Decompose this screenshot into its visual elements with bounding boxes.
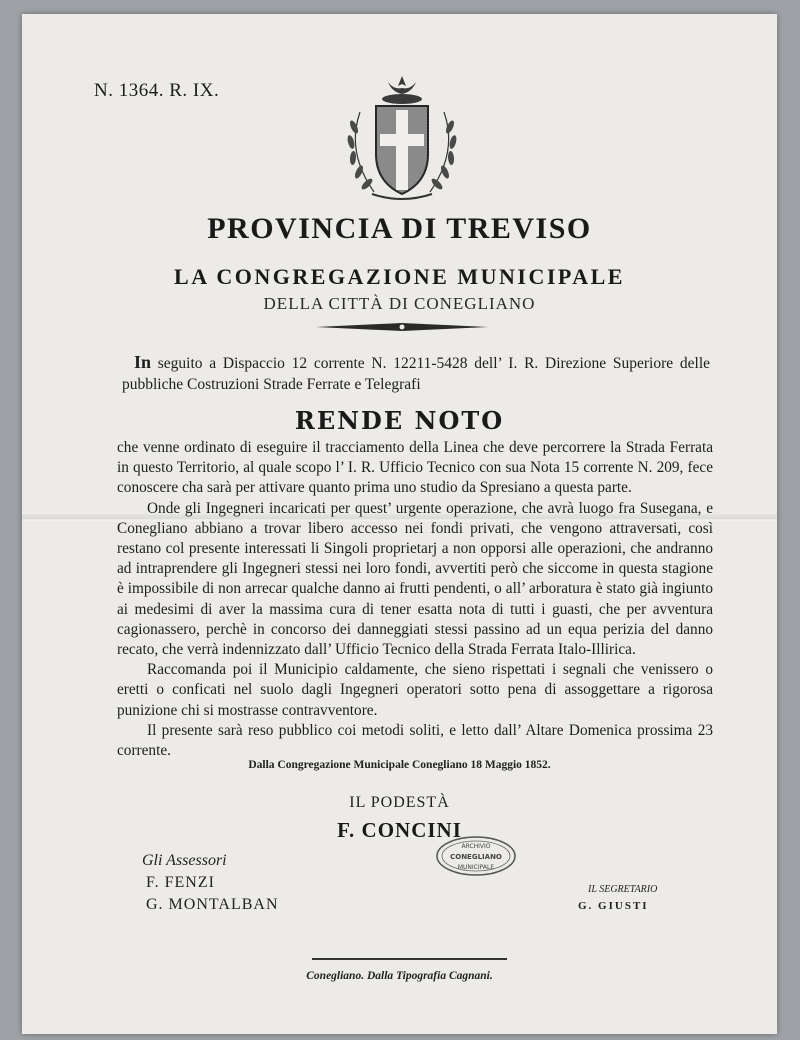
assessore-1: F. FENZI [146, 874, 215, 891]
body-paragraph-2: Onde gli Ingegneri incaricati per quest’ urgente operazione, che avrà luogo fra Susegana, e Conegliano abbiano a trovar libero accesso nei fondi privati, che vengono attraversati, così restano col presente interessati li Singoli proprietarj a non opporsi alle operazioni, che andranno ad intraprendere gli Ingegneri stessi nei loro fondi, avvertiti però che siccome in questa stagione è impossibile di non arrecar qualche danno ai frutti pendenti, o all’ arboratura è stato già ingiunto ai medesimi di aver la massima cura di tener esatta nota di tutti i guasti, che per avventura cagionassero, perchè in concorso dei danneggiati stessi passino ad un equa perizia del danno recato, che verrà indennizzato dall’ Ufficio Tecnico della Strada Ferrata Italo-Illirica. [117, 499, 713, 659]
podesta-name: F. CONCINI [337, 818, 462, 842]
printer-imprint: Conegliano. Dalla Tipografia Cagnani. [306, 970, 493, 982]
archive-stamp [434, 834, 518, 878]
stamp-line-3: MUNICIPALE [457, 864, 495, 871]
body-paragraph-3: Raccomanda poi il Municipio caldamente, che sieno rispettati i segnali che venissero o eretti o conficati nel suolo dagli Ingegneri operatori sotto pena di assoggettare a rigorosa punizione chi si mostrasse contravventore. [117, 661, 713, 719]
segretario-title: IL SEGRETARIO [588, 884, 658, 895]
podesta-title: IL PODESTÀ [349, 794, 450, 811]
dateline: Dalla Congregazione Municipale Conegliano 18 Maggio 1852. [248, 759, 551, 771]
decorative-divider [312, 320, 492, 334]
city-heading: DELLA CITTÀ DI CONEGLIANO [263, 294, 536, 313]
intro-paragraph [122, 352, 710, 395]
intro-text: seguito a Dispaccio 12 corrente N. 12211-5428 dell’ I. R. Direzione Superiore delle pubbliche Costruzioni Strade Ferrate e Telegrafi [122, 355, 710, 393]
assessori-title: Gli Assessori [142, 852, 227, 869]
body-paragraph-4: Il presente sarà reso pubblico coi metodi soliti, e letto dall’ Altare Domenica prossima 23 corrente. [117, 721, 713, 760]
stamp-line-1: ARCHIVIO [461, 843, 491, 850]
reference-number: N. 1364. R. IX. [94, 80, 220, 101]
footer-rule [312, 958, 507, 960]
assessore-2: G. MONTALBAN [146, 896, 279, 913]
issuer-heading: LA CONGREGAZIONE MUNICIPALE [174, 264, 625, 289]
body-paragraph-1: che venne ordinato di eseguire il tracciamento della Linea che deve percorrere la Strada Ferrata in questo Territorio, al quale scopo l’ I. R. Ufficio Tecnico con sua Nota 15 corrente N. 209, fece conoscere cha sarà per attivare quanto prima uno studio da Spresiano a questa parte. [117, 439, 713, 497]
announcement-heading: RENDE NOTO [294, 406, 505, 435]
intro-initial-word: In [134, 352, 152, 372]
notice-body [117, 438, 713, 761]
segretario-name: G. GIUSTI [578, 900, 649, 912]
stamp-line-2: CONEGLIANO [450, 853, 502, 861]
coat-of-arms-emblem [332, 72, 472, 208]
printed-notice-sheet [22, 14, 777, 1034]
province-title: PROVINCIA DI TREVISO [207, 212, 592, 245]
